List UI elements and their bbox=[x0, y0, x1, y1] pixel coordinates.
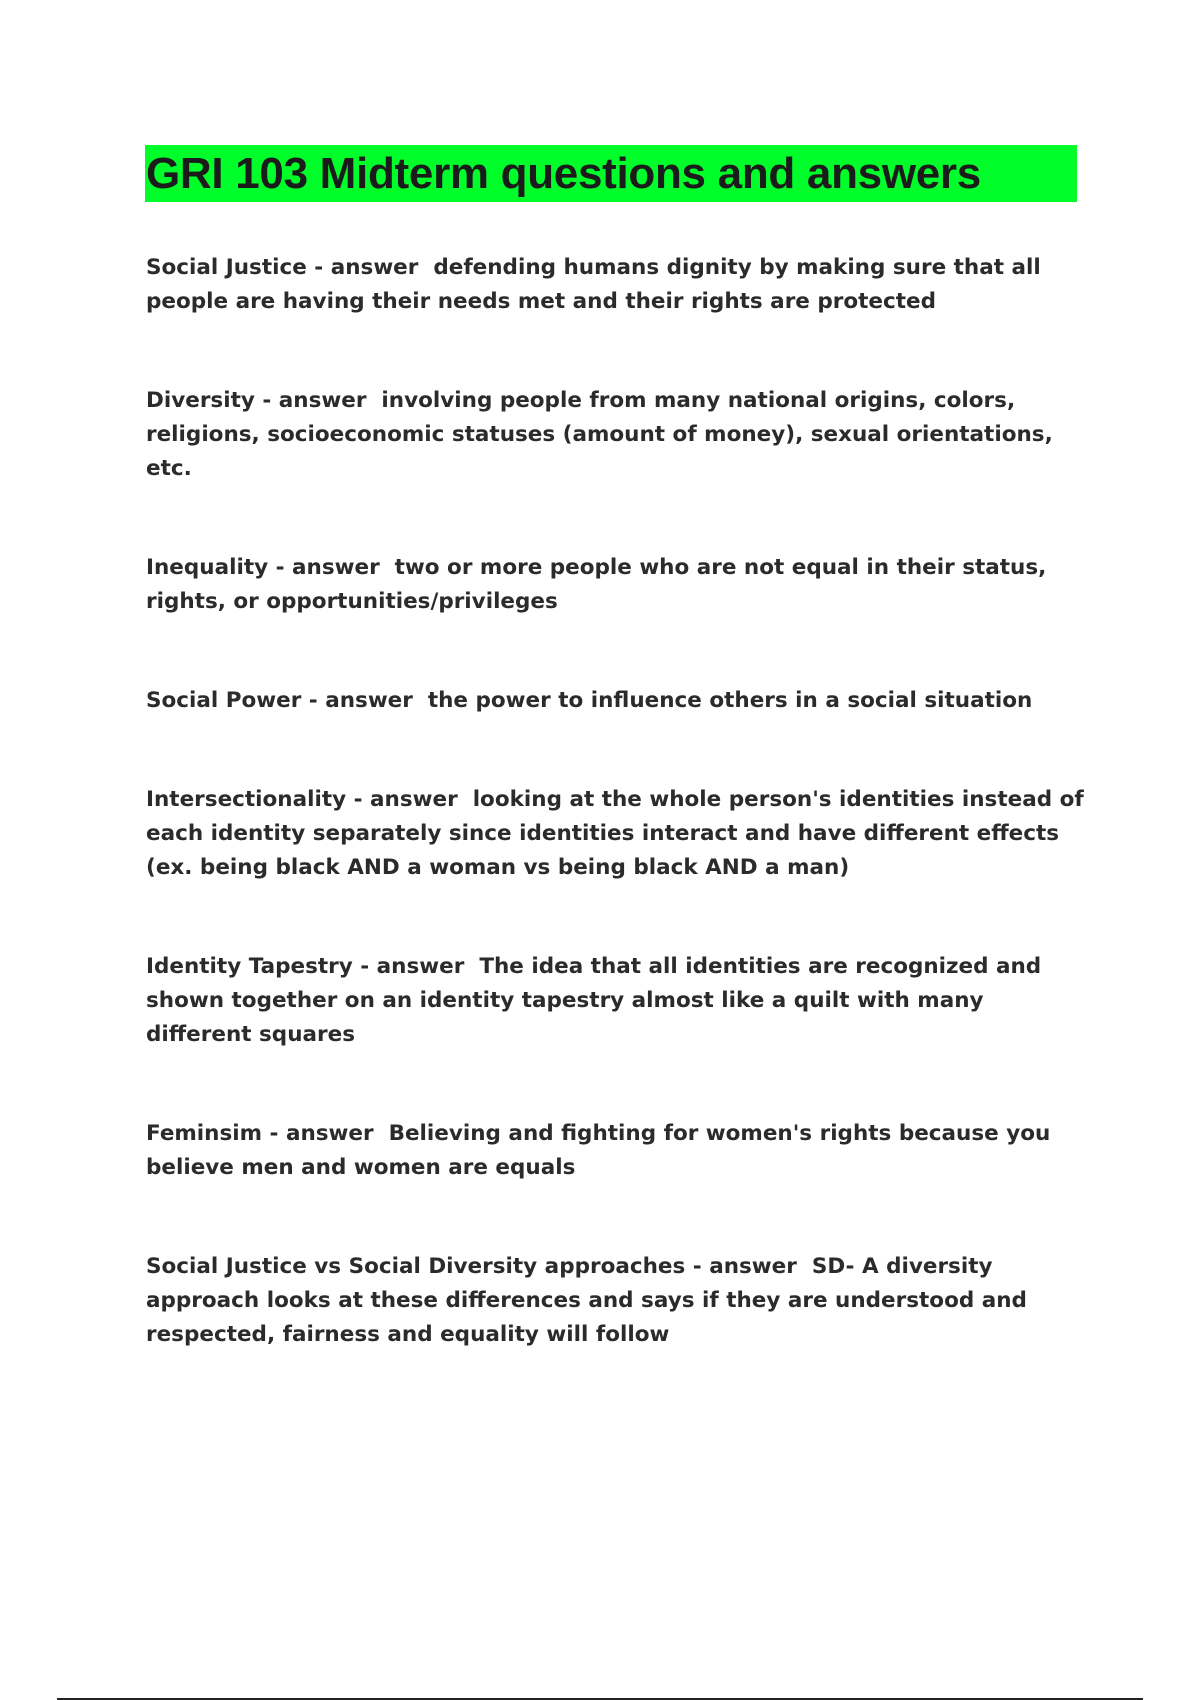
entry-separator: - answer bbox=[685, 1254, 812, 1279]
qa-entry bbox=[146, 950, 1091, 1052]
entry-answer: involving people from many national origins, colors, religions, socioeconomic statuses (amount of money), sexual orientations, etc. bbox=[146, 388, 1053, 481]
qa-entry bbox=[146, 384, 1091, 486]
entry-separator: - answer bbox=[306, 255, 434, 280]
entry-term: Diversity bbox=[146, 388, 255, 413]
qa-entry bbox=[146, 783, 1091, 885]
entry-answer: the power to influence others in a social situation bbox=[427, 688, 1033, 713]
entry-answer: defending humans dignity by making sure that all people are having their needs met and their rights are protected bbox=[146, 255, 1041, 314]
qa-entry bbox=[146, 684, 1091, 718]
entry-term: Social Justice vs Social Diversity approaches bbox=[146, 1254, 686, 1279]
document-title: GRI 103 Midterm questions and answers bbox=[146, 148, 981, 198]
entry-term: Social Justice bbox=[146, 255, 307, 280]
entry-term: Social Power bbox=[146, 688, 302, 713]
qa-entry bbox=[146, 551, 1091, 619]
entry-answer: The idea that all identities are recognized and shown together on an identity tapestry almost like a quilt with many different squares bbox=[146, 954, 1042, 1047]
entry-separator: - answer bbox=[254, 388, 382, 413]
entry-separator: - answer bbox=[346, 787, 473, 812]
entry-term: Identity Tapestry bbox=[146, 954, 353, 979]
entry-separator: - answer bbox=[301, 688, 428, 713]
entry-separator: - answer bbox=[268, 555, 395, 580]
entry-separator: - answer bbox=[262, 1121, 389, 1146]
entry-term: Feminsim bbox=[146, 1121, 263, 1146]
title-highlight bbox=[145, 145, 1077, 202]
qa-entry bbox=[146, 1250, 1091, 1352]
entry-term: Inequality bbox=[146, 555, 269, 580]
qa-list bbox=[146, 251, 1091, 1417]
qa-entry bbox=[146, 251, 1091, 319]
entry-separator: - answer bbox=[352, 954, 480, 979]
qa-entry bbox=[146, 1117, 1091, 1185]
entry-answer: looking at the whole person's identities instead of each identity separately since identities interact and have different effects (ex. being black AND a woman vs being black AND a man) bbox=[146, 787, 1084, 880]
entry-term: Intersectionality bbox=[146, 787, 347, 812]
entry-answer: SD- A diversity approach looks at these differences and says if they are understood and respected, fairness and equality will follow bbox=[146, 1254, 1027, 1347]
entry-answer: two or more people who are not equal in their status, rights, or opportunities/privileges bbox=[146, 555, 1047, 614]
entry-answer: Believing and fighting for women's rights because you believe men and women are equals bbox=[146, 1121, 1051, 1180]
